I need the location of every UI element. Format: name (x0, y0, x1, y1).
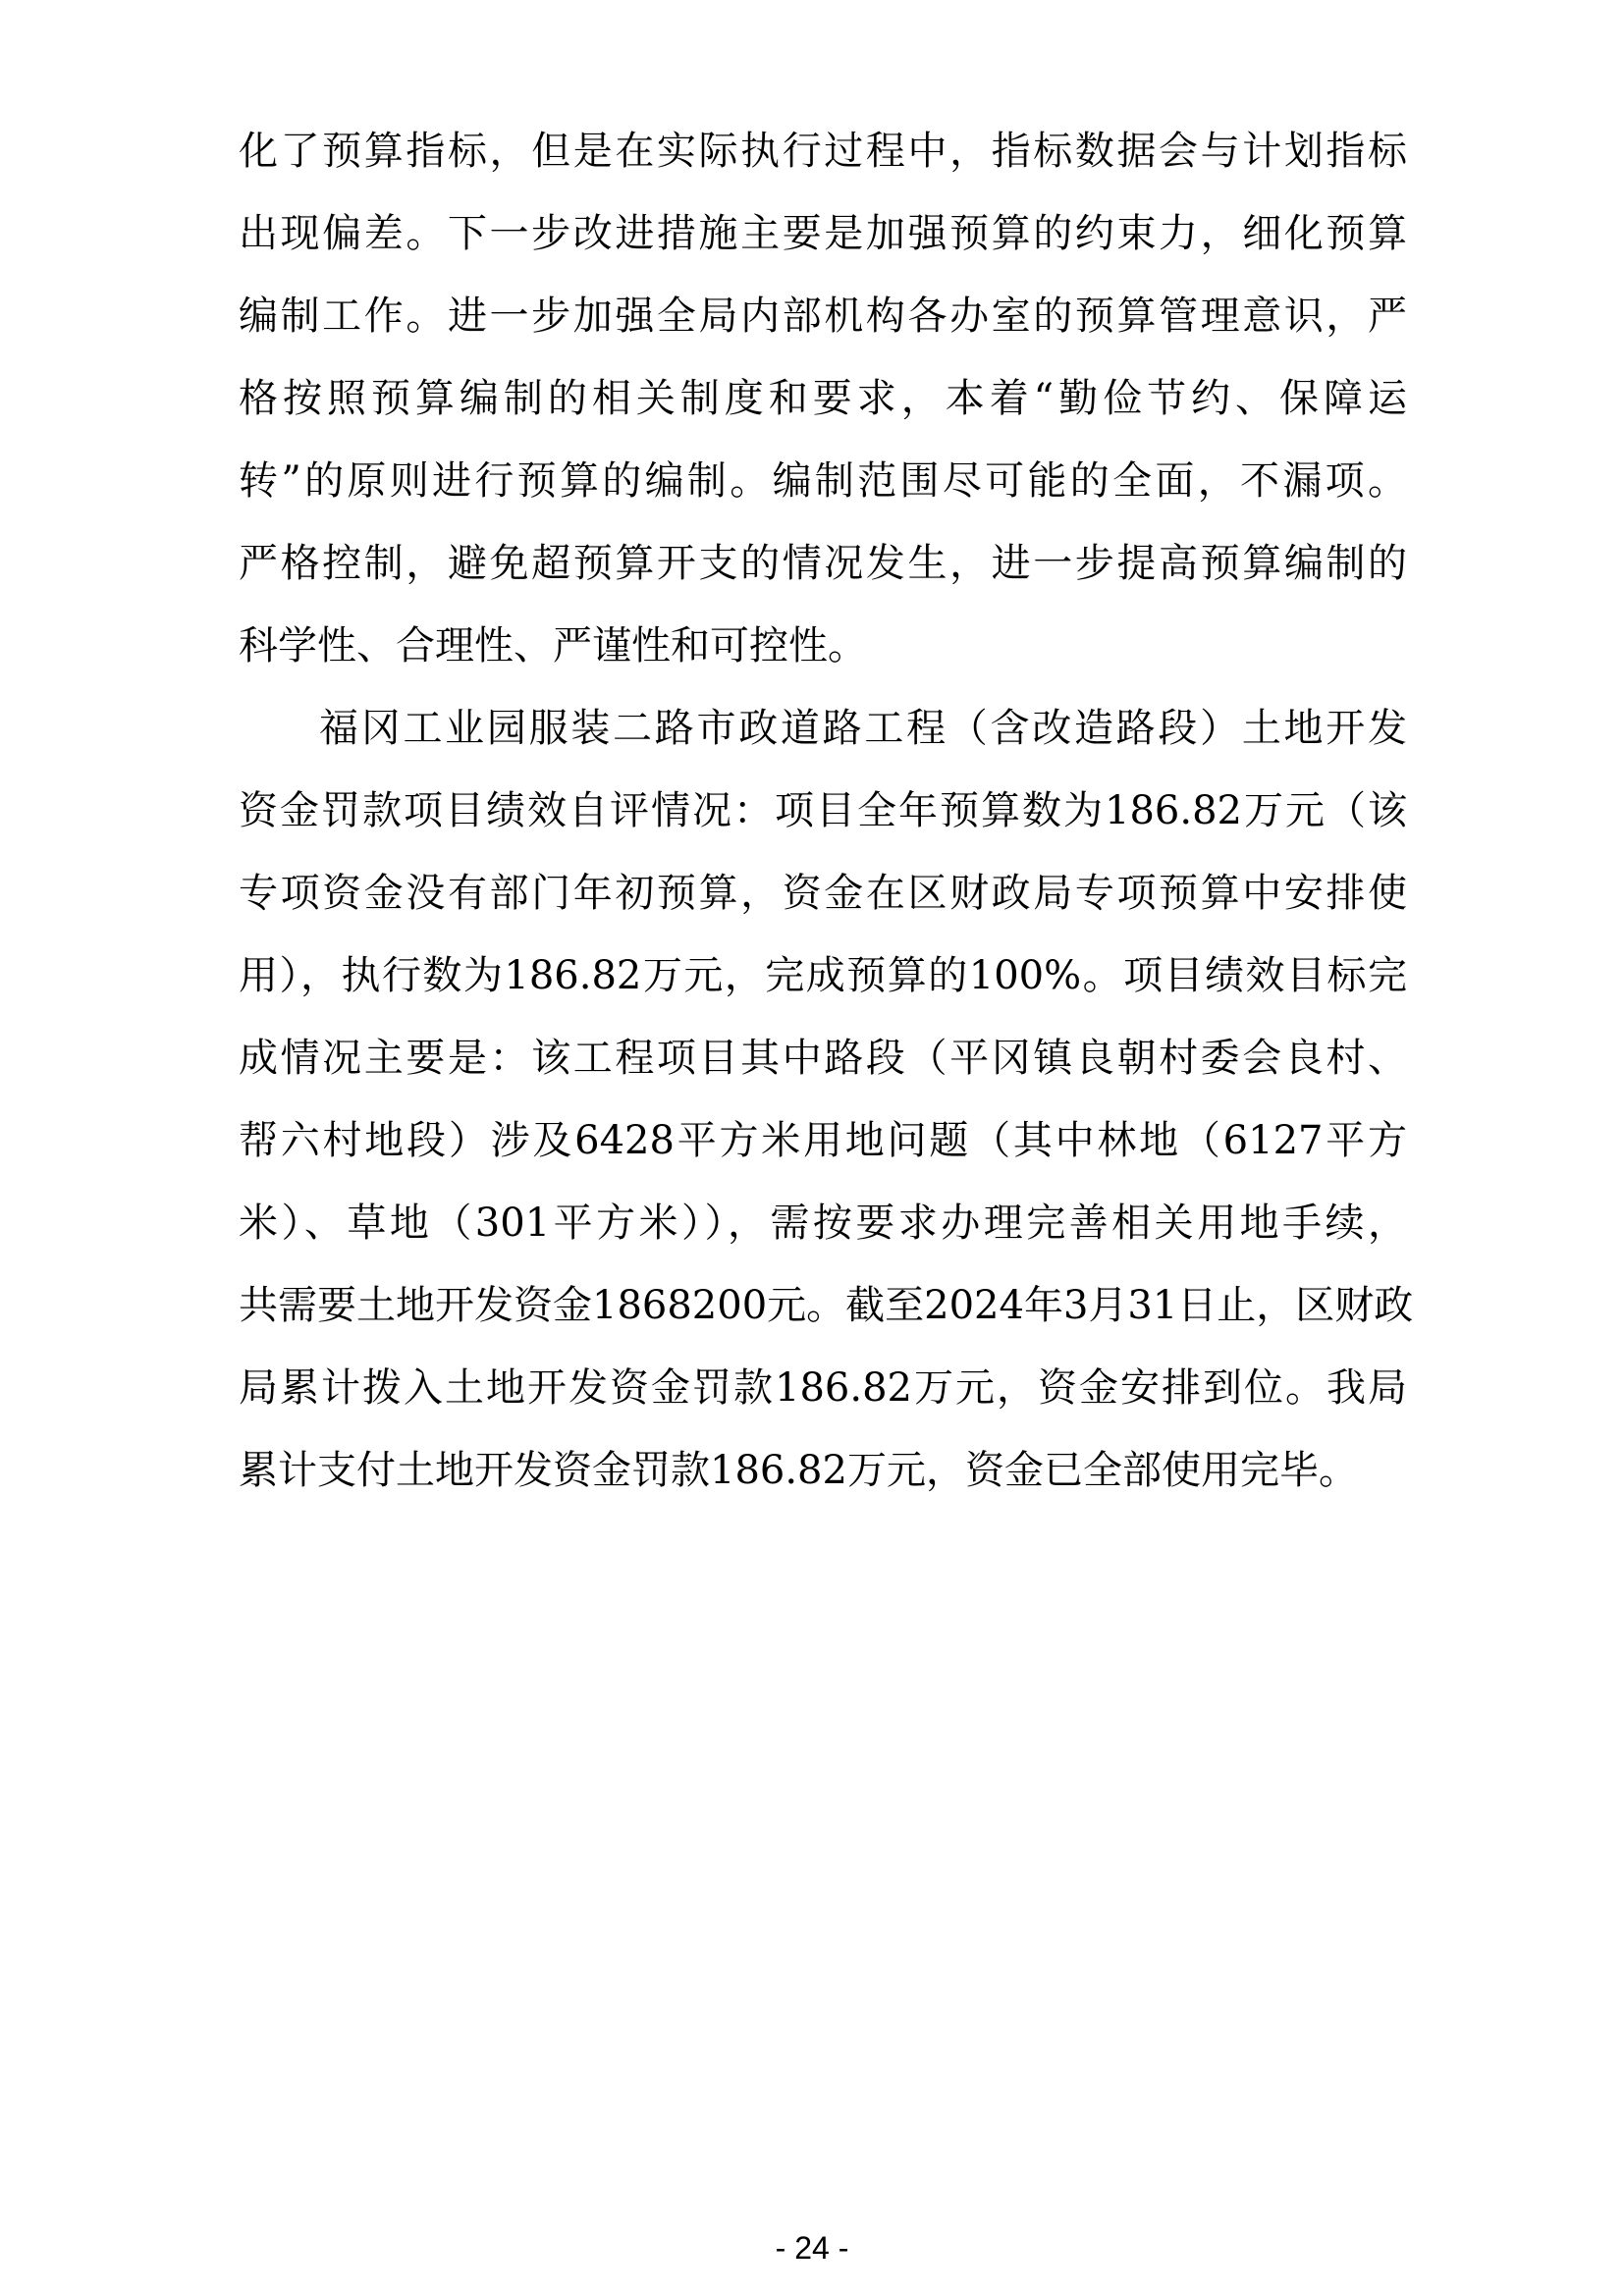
text-line: 共需要土地开发资金1868200元。截至2024年3月31日止，区财政 (239, 1283, 1414, 1328)
paragraph-2 (239, 687, 1414, 1512)
text-line: 米）、草地（301平方米）），需按要求办理完善相关用地手续， (239, 1201, 1407, 1246)
text-line: 用），执行数为186.82万元，完成预算的100%。项目绩效目标完 (239, 953, 1407, 998)
text-line: 资金罚款项目绩效自评情况：项目全年预算数为186.82万元（该 (239, 788, 1407, 833)
text-line: 化了预算指标，但是在实际执行过程中，指标数据会与计划指标 (239, 129, 1407, 174)
text-line: 格按照预算编制的相关制度和要求，本着“勤俭节约、保障运 (239, 376, 1407, 421)
text-line: 专项资金没有部门年初预算，资金在区财政局专项预算中安排使 (239, 871, 1407, 916)
text-line: 成情况主要是：该工程项目其中路段（平冈镇良朝村委会良村、 (239, 1036, 1407, 1081)
text-line: 严格控制，避免超预算开支的情况发生，进一步提高预算编制的 (239, 541, 1407, 586)
paragraph-1 (239, 110, 1407, 687)
text-line: 科学性、合理性、严谨性和可控性。 (239, 623, 867, 668)
page-number: - 24 - (775, 2230, 849, 2266)
text-line: 福冈工业园服装二路市政道路工程（含改造路段）土地开发 (319, 706, 1407, 751)
text-line: 帮六村地段）涉及6428平方米用地问题（其中林地（6127平方 (239, 1118, 1407, 1163)
text-line: 转”的原则进行预算的编制。编制范围尽可能的全面，不漏项。 (239, 458, 1407, 504)
text-line: 局累计拨入土地开发资金罚款186.82万元，资金安排到位。我局 (239, 1365, 1407, 1411)
text-line: 出现偏差。下一步改进措施主要是加强预算的约束力，细化预算 (239, 211, 1407, 256)
text-line: 累计支付土地开发资金罚款186.82万元，资金已全部使用完毕。 (239, 1448, 1358, 1493)
text-line: 编制工作。进一步加强全局内部机构各办室的预算管理意识，严 (239, 294, 1407, 339)
body-text (239, 110, 1414, 1512)
